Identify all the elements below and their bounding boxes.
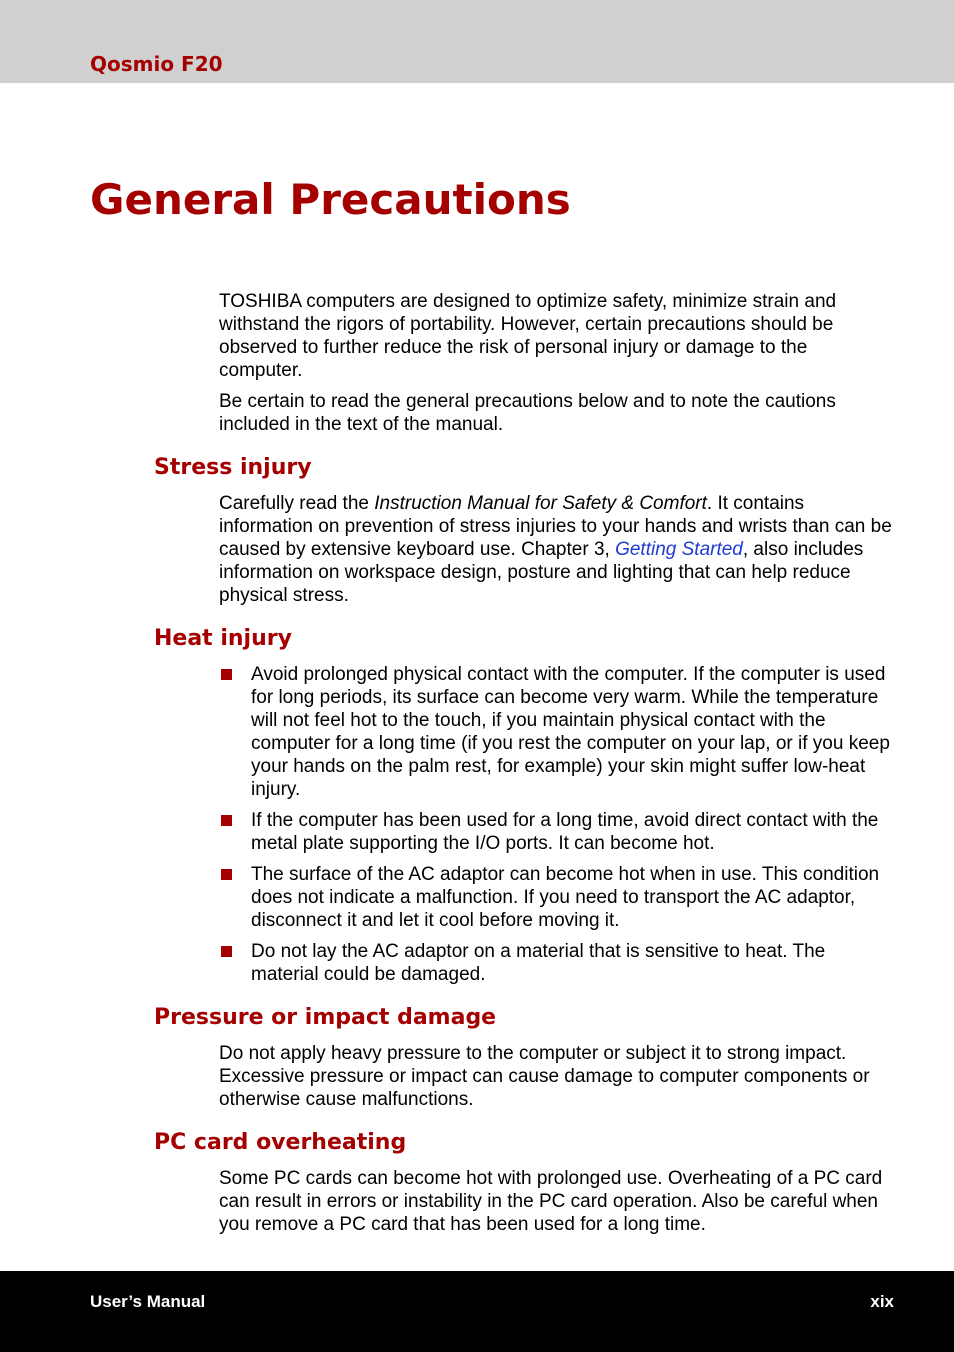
text-run: . It contains information on prevention of stress injuries to your hands and wrists than can be caused by extensive keyboard use. Chapter 3, bbox=[219, 493, 892, 560]
list-item-text: If the computer has been used for a long time, avoid direct contact with the metal plate supporting the I/O ports. It can become hot. bbox=[251, 810, 879, 854]
section-heading-pc-card-overheating: PC card overheating bbox=[154, 1130, 407, 1155]
heat-injury-list bbox=[0, 663, 954, 986]
getting-started-link[interactable]: Getting Started bbox=[615, 539, 743, 560]
intro-paragraph: Be certain to read the general precautions below and to note the cautions included in the text of the manual. bbox=[219, 391, 836, 435]
stress-injury-paragraph bbox=[219, 492, 894, 607]
text-run: , also includes information on workspace design, posture and lighting that can help reduce physical stress. bbox=[219, 539, 864, 606]
text-run: Carefully read the bbox=[219, 493, 375, 514]
list-item bbox=[251, 940, 896, 986]
product-name: Qosmio F20 bbox=[90, 52, 223, 76]
page-title: General Precautions bbox=[90, 175, 571, 224]
list-item-text: Avoid prolonged physical contact with the computer. If the computer is used for long periods, its surface can become very warm. While the temperature will not feel hot to the touch, if you maintain physical contact with the computer for a long time (if you rest the computer on your lap, or if you keep your hands on the palm rest, for example) your skin might suffer low-heat injury. bbox=[251, 664, 890, 800]
square-bullet-icon bbox=[221, 669, 232, 680]
pressure-damage-paragraph: Do not apply heavy pressure to the computer or subject it to strong impact. Excessive pressure or impact can cause damage to computer components or otherwise cause malfunctions. bbox=[219, 1043, 870, 1110]
list-item-text: Do not lay the AC adaptor on a material that is sensitive to heat. The material could be damaged. bbox=[251, 941, 826, 985]
footer-manual-label: User’s Manual bbox=[90, 1292, 206, 1311]
section-heading-stress-injury: Stress injury bbox=[154, 455, 312, 480]
page-number: xix bbox=[870, 1292, 894, 1311]
intro-paragraph: TOSHIBA computers are designed to optimize safety, minimize strain and withstand the rigors of portability. However, certain precautions should be observed to further reduce the risk of personal injury or damage to the computer. bbox=[219, 291, 837, 381]
square-bullet-icon bbox=[221, 946, 232, 957]
list-item bbox=[251, 809, 896, 855]
section-heading-heat-injury: Heat injury bbox=[154, 626, 292, 651]
manual-title: Instruction Manual for Safety & Comfort bbox=[374, 493, 707, 514]
list-item bbox=[251, 863, 896, 932]
list-item-text: The surface of the AC adaptor can become hot when in use. This condition does not indicate a malfunction. If you need to transport the AC adaptor, disconnect it and let it cool before moving it. bbox=[251, 864, 880, 931]
square-bullet-icon bbox=[221, 815, 232, 826]
section-heading-pressure-damage: Pressure or impact damage bbox=[154, 1005, 497, 1030]
square-bullet-icon bbox=[221, 869, 232, 880]
list-item bbox=[251, 663, 896, 801]
page-content bbox=[0, 290, 954, 1244]
pc-card-overheating-paragraph: Some PC cards can become hot with prolonged use. Overheating of a PC card can result in errors or instability in the PC card operation. Also be careful when you remove a PC card that has been used for a long time. bbox=[219, 1168, 883, 1235]
